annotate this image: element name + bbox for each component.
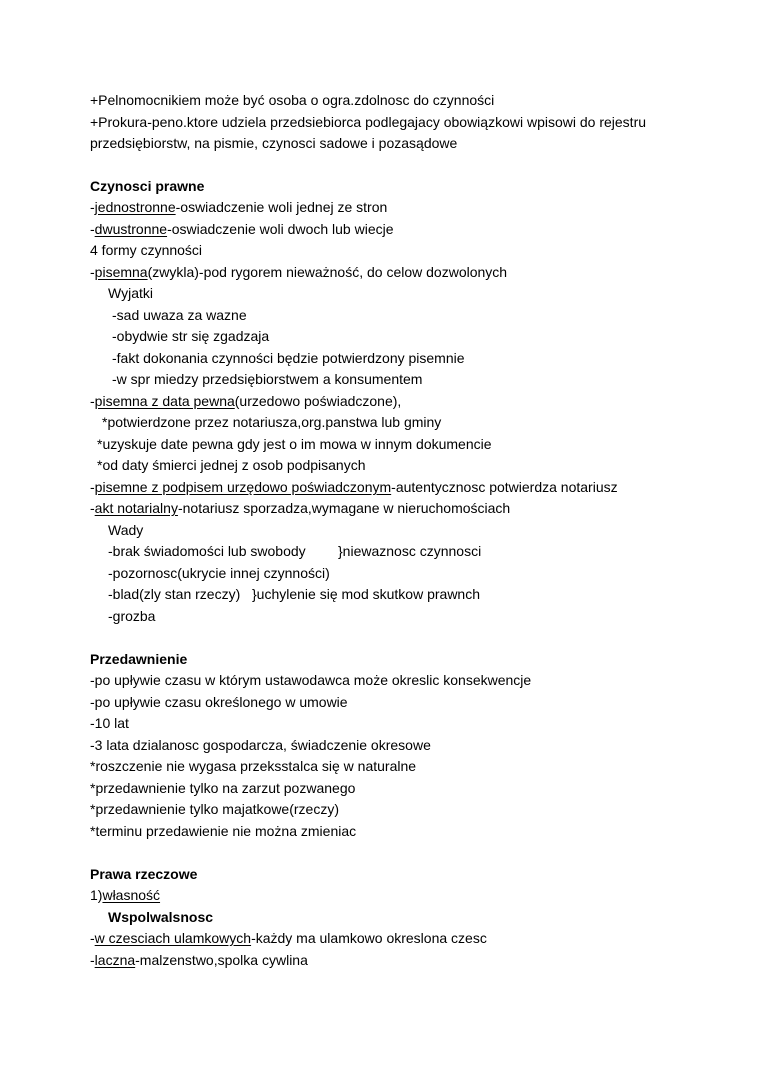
text-line: 1)własność — [90, 887, 161, 903]
underlined-term: jednostronne — [94, 199, 176, 215]
text-line: *terminu przedawienie nie można zmieniac — [90, 823, 357, 839]
text-line: *roszczenie nie wygasa przeksstalca się w naturalne — [90, 758, 417, 774]
text-line: -fakt dokonania czynności będzie potwierdzony pisemnie — [112, 350, 465, 366]
text-line: Wady — [108, 522, 144, 538]
underlined-term: w czesciach ulamkowych — [94, 930, 252, 946]
text-line: -laczna-malzenstwo,spolka cywlina — [90, 952, 308, 968]
text-line: *uzyskuje date pewna gdy jest o im mowa w innym dokumencie — [97, 436, 492, 452]
text-line: -pisemna z data pewna(urzedowo poświadczone), — [90, 393, 402, 409]
text-line: Wyjatki — [108, 285, 153, 301]
subsection-heading: Wspolwalsnosc — [108, 909, 214, 925]
text-line: -dwustronne-oswiadczenie woli dwoch lub wiecje — [90, 221, 394, 237]
text-line: -sad uwaza za wazne — [112, 307, 247, 323]
text-line: -po upływie czasu określonego w umowie — [90, 694, 348, 710]
text-line: -grozba — [108, 608, 156, 624]
text-line: +Prokura-peno.ktore udziela przedsiebiorca podlegajacy obowiązkowi wpisowi do rejestru — [90, 114, 647, 130]
text-line: -brak świadomości lub swobody }niewaznosc czynnosci — [108, 543, 482, 559]
underlined-term: pisemna — [94, 264, 148, 280]
text-line: 4 formy czynności — [90, 242, 203, 258]
section-heading: Prawa rzeczowe — [90, 866, 198, 882]
text-line: +Pelnomocnikiem może być osoba o ogra.zdolnosc do czynności — [90, 92, 495, 108]
text-line: przedsiębiorstw, na pismie, czynosci sadowe i pozasądowe — [90, 135, 458, 151]
underlined-term: akt notarialny — [94, 500, 178, 516]
text-line: -w czesciach ulamkowych-każdy ma ulamkowo okreslona czesc — [90, 930, 487, 946]
text-line: -pisemne z podpisem urzędowo poświadczonym-autentycznosc potwierdza notariusz — [90, 479, 618, 495]
text-line: -3 lata dzialanosc gospodarcza, świadczenie okresowe — [90, 737, 431, 753]
section-heading: Przedawnienie — [90, 651, 188, 667]
text-line: *od daty śmierci jednej z osob podpisanych — [97, 457, 366, 473]
text-line: -blad(zly stan rzeczy) }uchylenie się mod skutkow prawnch — [108, 586, 481, 602]
underlined-term: własność — [102, 887, 161, 903]
underlined-term: dwustronne — [94, 221, 168, 237]
text-line: -pisemna(zwykla)-pod rygorem nieważność, do celow dozwolonych — [90, 264, 508, 280]
text-line: *przedawnienie tylko majatkowe(rzeczy) — [90, 801, 339, 817]
text-line: -po upływie czasu w którym ustawodawca może okreslic konsekwencje — [90, 672, 532, 688]
text-line: -w spr miedzy przedsiębiorstwem a konsumentem — [112, 371, 423, 387]
underlined-term: pisemna z data pewna — [94, 393, 235, 409]
underlined-term: laczna — [94, 952, 136, 968]
section-heading: Czynosci prawne — [90, 178, 205, 194]
text-line: *potwierdzone przez notariusza,org.panstwa lub gminy — [102, 414, 442, 430]
text-line: -pozornosc(ukrycie innej czynności) — [108, 565, 330, 581]
text-line: -akt notarialny-notariusz sporzadza,wymagane w nieruchomościach — [90, 500, 511, 516]
text-line: *przedawnienie tylko na zarzut pozwanego — [90, 780, 356, 796]
text-line: -obydwie str się zgadzaja — [112, 328, 270, 344]
text-line: -10 lat — [90, 715, 129, 731]
text-line: -jednostronne-oswiadczenie woli jednej ze stron — [90, 199, 388, 215]
underlined-term: pisemne z podpisem urzędowo poświadczonym — [94, 479, 392, 495]
